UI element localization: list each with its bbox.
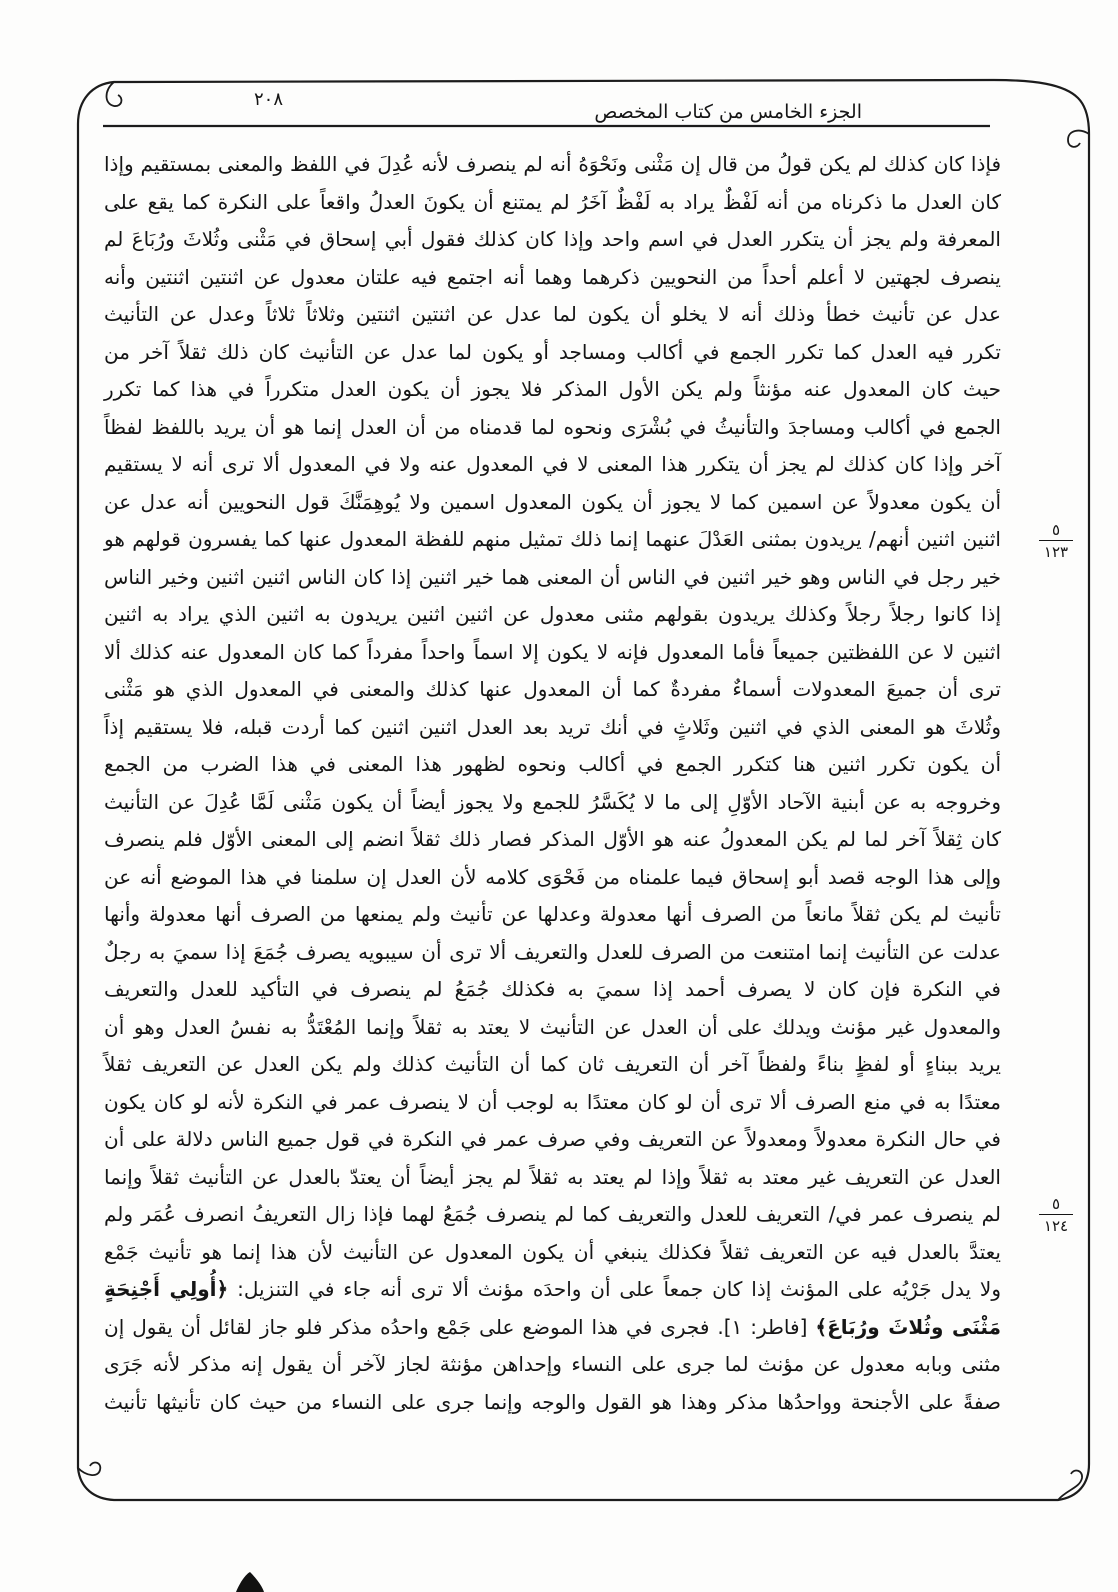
quran-verse: ﴿أُولِي أَجْنِحَةٍ [104, 1277, 229, 1301]
margin-note [1034, 521, 1078, 561]
text-line [104, 1271, 1001, 1309]
text-segment: [فاطر: ١]. فجرى في هذا الموضع على جَمْع واحدُه مذكر فلو جاز لقائل أن يقول إن [104, 1314, 808, 1339]
margin-note-divider [1039, 1214, 1073, 1215]
text-line: تكرر فيه العدل كما تكرر الجمع في أكالب ومساجد أو يكون لما عدل عن التأنيث كان ذلك ثقلاً آخر من [104, 339, 1001, 364]
text-line: في النكرة فإن كان لا يصرف أحمد إذا سميَ به فكذلك جُمَعُ لم ينصرف في التأكيد للعدل والتعريف [104, 977, 1001, 1001]
text-line: الجمع في أكالب ومساجدَ والتأنيثُ في بُشْرَى ونحوه لما قدمناه من أن العدل إنما هو أن يريد باللفظ لفظاً [104, 414, 1001, 439]
text-line: كان ثِقلاً آخر لما لم يكن المعدولُ عنه هو الأوّل المذكر فصار ذلك ثقلاً انضم إلى المعنى الأوّل فلم ينصرف [104, 827, 1001, 851]
text-line: أن يكون معدولاً عن اسمين كما لا يجوز أن يكون المعدول اسمين ولا يُوهِمَنَّكَ قول النحويين أنه عدل عن [104, 489, 1001, 514]
text-line: والمعدول غير مؤنث ويدلك على أن العدل عن التأنيث لا يعتد به ثقلاً وإنما المُعْتَدُّ به نفسُ العدل وهو أن [104, 1014, 1001, 1039]
text-line [104, 1309, 1001, 1347]
text-line: تأنيث لم يكن ثقلاً مانعاً من الصرف أنها معدولة وعدلها عن تأنيث ولم يمنعها من الصرف أنها معدولة وأنها [104, 902, 1001, 926]
quran-verse: مَثْنَى وثُلاثَ ورُبَاعَ﴾ [815, 1314, 1001, 1339]
text-line: معتدًا به في منع الصرف ألا ترى أن لو كان معتدًا به لوجب أن لا ينصرف عمر في النكرة لأنه لو كان يكون [104, 1089, 1001, 1114]
margin-note-page: ١٢٣ [1043, 543, 1069, 561]
text-line: العدل عن التعريف غير معتد به ثقلاً وإذا لم يعتد به ثقلاً لم يجز أيضاً أن يعتدّ بالعدل عن التأنيث ثقلاً وإنما [104, 1164, 1001, 1189]
text-line: لم ينصرف عمر في/ التعريف للعدل والتعريف كما لم ينصرف جُمَعُ لهما فإذا زال التعريفُ انصرف عُمَر ولم [104, 1202, 1001, 1226]
frame-corner-curl-top-left [107, 82, 122, 106]
text-line: مثنى وبابه معدول عن مؤنث لما جرى على النساء وإحداهن مؤنثة لجاز لآخر أن يقول إنه مذكر لأنه جَرَى [104, 1352, 1001, 1376]
margin-note-divider [1039, 540, 1073, 541]
text-line: كان العدل ما ذكرناه من أنه لَفْظٌ يراد به لَفْظٌ آخَرُ لم يمتنع أن يكونَ العدلُ واقعاً على النكرة كما يقع على [104, 189, 1001, 214]
text-line: المعرفة ولم يجز أن يتكرر العدل في اسم واحد وإذا كان كذلك فقول أبي إسحاق في مَثْنى وثُلاثَ ورُبَاعَ لم [104, 227, 1001, 251]
frame-corner-curl-bottom-left [78, 1463, 100, 1476]
text-line: ينصرف لجهتين لا أعلم أحداً من النحويين ذكرهما وهما أنه اجتمع فيه علتان معدول عن اثنتين اثنتين وأنه [104, 264, 1001, 289]
scan-mark [236, 1572, 264, 1592]
running-header-title: الجزء الخامس من كتاب المخصص [594, 101, 862, 123]
text-line: وإلى هذا الوجه قصد أبو إسحاق فيما علمناه من فَحْوَى كلامه لأن العدل إن سلمنا في هذا الموضع أنه عن [104, 864, 1001, 889]
margin-note [1034, 1195, 1078, 1235]
text-segment: ولا يدل جَرْيُه على المؤنث إذا كان جمعاً على أن واحدَه مؤنث ألا ترى أنه جاء في التنزيل: [237, 1277, 1001, 1301]
text-line: صفةً على الأجنحة وواحدُها مذكر وهذا هو القول والوجه وإنما جرى على النساء من حيث كان تأنيثها تأنيث [104, 1389, 1001, 1414]
margin-note-volume: ٥ [1051, 1195, 1061, 1213]
text-line: أن يكون تكرر اثنين هنا كتكرر الجمع في أكالب ونحوه لظهور هذا المعنى في هذا الضرب من الجمع [104, 752, 1001, 776]
body-text [104, 146, 1001, 1421]
text-line: حيث كان المعدول عنه مؤنثاً ولم يكن الأول المذكر فلا يجوز أن يكون العدل متكرراً في هذا كما تكرر [104, 377, 1001, 401]
text-line: خير رجل في الناس وهو خير اثنين في الناس أن المعنى هما خير اثنين إذا كان الناس اثنين اثنين وخير الناس [104, 564, 1001, 589]
text-line: ترى أن جميعَ المعدولات أسماءٌ مفردةٌ كما أن المعدول عنها كذلك والمعنى في المعدول الذي هو مَثْنى [104, 677, 1001, 701]
text-line: في حال النكرة معدولاً ومعدولاً عن التعريف وفي صرف عمر في النكرة في قول جميع الناس دلالة على أن [104, 1127, 1001, 1151]
text-line: آخر وإذا كان كذلك لم يجز أن يتكرر هذا المعنى لا في المعدول عنه ولا في المعدول ألا ترى أنه لا يستقيم [104, 452, 1001, 476]
text-line: يريد ببناءٍ أو لفظٍ بناءً ولفظاً آخر أن التعريف ثان كما أن التأنيث كذلك ولم يكن العدل عن التعريف ثقلاً [104, 1052, 1001, 1076]
page-number: ٢٠٨ [254, 89, 284, 110]
text-line: فإذا كان كذلك لم يكن قولُ من قال إن مَثْنى ونَحْوَهُ أنه لم ينصرف لأنه عُدِلَ في اللفظ والمعنى بمستقيم وإذا [104, 152, 1001, 176]
text-line: عدلت عن التأنيث إنما امتنعت من الصرف للعدل والتعريف ألا ترى أن سيبويه يصرف جُمَعَ إذا سميَ به رجلٌ [104, 939, 1001, 964]
text-line: اثنين لا عن اللفظتين جميعاً فأما المعدول فإنه لا يكون إلا اسماً واحداً مفرداً كما كان المعدول عنه كذلك ألا [104, 639, 1001, 664]
text-line: اثنين اثنين أنهم/ يريدون بمثنى العَدْلَ عنهما إنما ذلك تمثيل منهم للفظة المعدول عنها كما يفسرون قولهم هو [104, 527, 1001, 551]
text-line: عدل عن تأنيث خطأ وذلك أنه لا يخلو أن يكون لما عدل عن اثنتين اثنتين وثلاثاً ثلاثاً وعدل عن التأنيث [104, 302, 1001, 326]
margin-note-volume: ٥ [1051, 521, 1061, 539]
margin-note-page: ١٢٤ [1043, 1217, 1069, 1235]
text-line: وثُلاثَ هو المعنى الذي في اثنين وثَلاثٍ في أنك تريد بعد العدل اثنين اثنين كما أردت قبله، فلا يستقيم إذاً [104, 714, 1001, 739]
text-line: يعتدَّ بالعدل فيه عن التعريف ثقلاً فكذلك ينبغي أن يكون المعدول عن التأنيث لأن هذا إنما هو تأنيث جَمْع [104, 1239, 1001, 1264]
frame-corner-curl-top-right [1068, 131, 1089, 147]
text-line: إذا كانوا رجلاً رجلاً وكذلك يريدون بقولهم مثنى معدول عن اثنين اثنين يريدون به اثنين الذي يراد به اثنين [104, 602, 1001, 626]
text-line: وخروجه به عن أبنية الآحاد الأوّلِ إلى ما لا يُكَسَّرُ للجمع ولا يجوز أيضاً أن يكون مَثْنى لَمَّا عُدِلَ عن التأنيث [104, 789, 1001, 814]
